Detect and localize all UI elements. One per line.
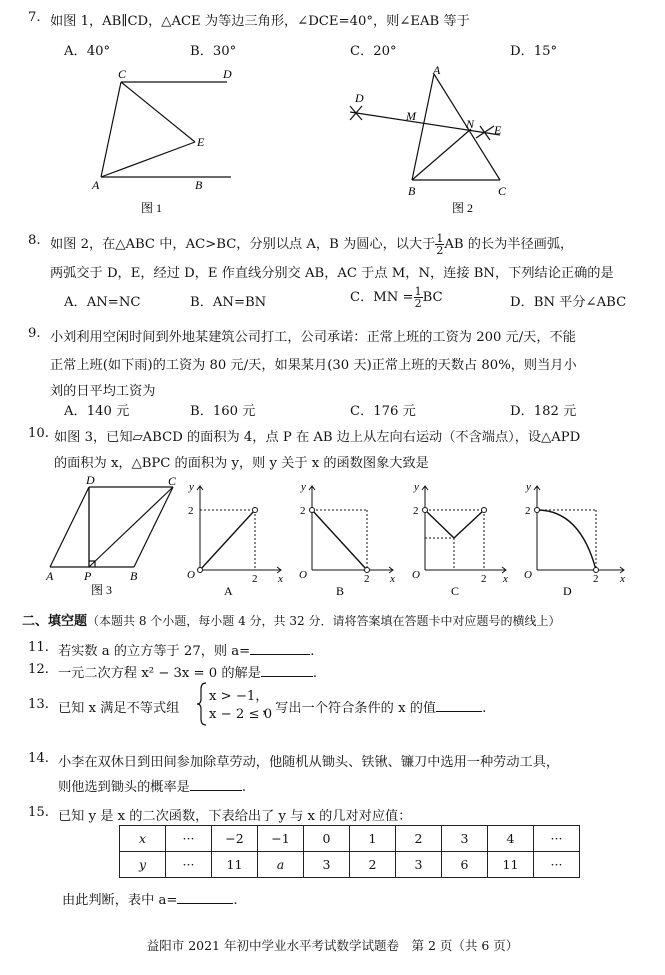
graph-b: [295, 476, 403, 598]
graph-a-open-point-end: [253, 508, 258, 513]
q8-option-a: A．AN=NC: [64, 295, 141, 310]
graph-a-origin: O: [187, 569, 195, 581]
fig3-label-d: D: [86, 474, 95, 487]
fig3-label-p: P: [84, 569, 92, 583]
q13-inequality-2: x − 2 ≤ 0: [209, 707, 273, 722]
q12-text-a: 一元二次方程 x² − 3x = 0 的解是: [58, 666, 261, 681]
q7-text: 如图 1，AB∥CD，△ACE 为等边三角形，∠DCE=40°，则∠EAB 等于: [50, 14, 470, 29]
table-cell: 6: [442, 852, 488, 878]
fig2-caption: 图 2: [452, 201, 474, 215]
q8-number: 8.: [28, 233, 41, 248]
fig2-label-m: M: [406, 109, 416, 123]
graph-c-y-tick: 2: [413, 505, 419, 517]
q9-option-d: D．182 元: [510, 404, 577, 419]
fig2-label-c: C: [498, 184, 507, 198]
table-cell: 2: [350, 852, 396, 878]
q12-text: [58, 662, 317, 681]
q15-conclusion-b: .: [233, 893, 238, 908]
table-row-y: [120, 852, 580, 878]
graph-b-caption: B: [336, 584, 345, 598]
graph-d-open-point-end: [594, 568, 599, 573]
q13-brace: [196, 681, 208, 727]
graph-c-x-label: x: [503, 573, 508, 585]
table-cell: 4: [488, 826, 534, 852]
table-cell: 11: [212, 852, 258, 878]
table-cell: ···: [534, 852, 580, 878]
graph-b-curve: [312, 510, 367, 570]
q14-line-2-a: 则他选到锄头的概率是: [58, 780, 190, 795]
q8-option-c: [350, 286, 443, 309]
figure-2: [340, 62, 520, 220]
graph-b-open-point-end: [365, 568, 370, 573]
table-cell: −2: [212, 826, 258, 852]
q8-frac-num: 1: [436, 232, 444, 245]
page-footer: 益阳市 2021 年初中学业水平考试数学试题卷 第 2 页（共 6 页）: [146, 938, 519, 953]
q8-line-1-a: 如图 2，在△ABC 中，AC>BC，分别以点 A，B 为圆心，以大于: [50, 237, 436, 252]
q9-line-2: 正常上班(如下雨)的工资为 80 元/天，如果某月(30 天)正常上班的天数占 80%，则当月小: [50, 358, 577, 373]
q9-number: 9.: [28, 326, 41, 341]
q8-frac-den: 2: [436, 244, 444, 257]
q10-line-2: 的面积为 x，△BPC 的面积为 y，则 y 关于 x 的函数图象大致是: [54, 456, 429, 471]
fig1-caption: 图 1: [141, 201, 163, 215]
table-cell: 3: [304, 852, 350, 878]
table-cell: 3: [396, 852, 442, 878]
graph-c-caption: C: [451, 584, 460, 598]
section-2-heading: [22, 610, 560, 629]
q8-option-d: D．BN 平分∠ABC: [510, 295, 627, 310]
q7-option-b: B．30°: [190, 44, 237, 59]
q11-text: [58, 640, 314, 659]
q11-number: 11.: [28, 640, 49, 655]
fig1-label-e: E: [197, 135, 205, 149]
q9-option-c: C．176 元: [350, 404, 416, 419]
q8-fraction: [435, 233, 444, 256]
q8-optc-frac-den: 2: [414, 297, 422, 310]
q8-option-c-fraction: [414, 286, 423, 309]
q8-option-b: B．AN=BN: [190, 295, 267, 310]
graph-d: [520, 476, 632, 598]
graph-b-y-label: y: [301, 481, 306, 493]
table-cell: ···: [166, 826, 212, 852]
figure-3: [40, 474, 182, 600]
fig2-label-a: A: [433, 63, 441, 77]
q8-option-c-b: BC: [422, 290, 443, 305]
table-cell: −1: [258, 826, 304, 852]
graph-a-y-tick: 2: [188, 505, 194, 517]
graph-d-y-label: y: [526, 481, 531, 493]
graph-d-caption: D: [563, 584, 572, 598]
table-cell: 0: [304, 826, 350, 852]
q15-value-table: [119, 825, 580, 878]
q12-number: 12.: [28, 662, 49, 677]
q13-number: 13.: [28, 697, 49, 712]
table-cell: y: [120, 852, 166, 878]
graph-a-x-label: x: [278, 573, 283, 585]
table-cell: ···: [166, 852, 212, 878]
figure-1: [85, 62, 245, 220]
graph-a: [183, 476, 291, 598]
q8-line-1-b: AB 的长为半径画弧，: [444, 237, 574, 252]
graph-a-open-point-start: [198, 568, 203, 573]
q7-option-a: A．40°: [64, 44, 111, 59]
q7-option-c: C．20°: [350, 44, 397, 59]
table-cell: 1: [350, 826, 396, 852]
fig3-caption: 图 3: [91, 583, 113, 597]
graph-a-y-label: y: [189, 481, 194, 493]
fig3-label-b: B: [130, 569, 138, 583]
table-cell: 3: [442, 826, 488, 852]
graph-b-y-tick: 2: [300, 505, 306, 517]
fig2-label-n: N: [466, 117, 475, 131]
q14-line-2-b: .: [241, 780, 247, 795]
q15-number: 15.: [28, 805, 49, 820]
graph-d-open-point-start: [535, 508, 540, 513]
q13-answer-blank[interactable]: [436, 699, 482, 712]
graph-d-y-tick: 2: [525, 505, 531, 517]
graph-d-curve: [537, 510, 596, 570]
q11-text-a: 若实数 a 的立方等于 27，则 a=: [58, 644, 251, 659]
graph-d-origin: O: [524, 569, 532, 581]
graph-a-curve: [200, 510, 255, 570]
q8-line-1: [50, 233, 573, 256]
graph-d-x-label: x: [620, 573, 625, 585]
graph-c-curve: [425, 510, 484, 538]
graph-a-caption: A: [224, 584, 233, 598]
q13-text-b-row: [262, 697, 486, 716]
graph-a-x-tick: 2: [252, 573, 258, 585]
section-2-title: 二、填空题: [22, 614, 88, 629]
fig1-label-c: C: [118, 67, 127, 81]
q8-optc-frac-num: 1: [414, 285, 422, 298]
table-cell: x: [120, 826, 166, 852]
q13-text-b: ，写出一个符合条件的 x 的值: [262, 701, 437, 716]
table-cell: a: [258, 852, 304, 878]
fig1-label-b: B: [195, 178, 203, 192]
q7-option-d: D．15°: [510, 44, 558, 59]
graph-c-open-point-start: [423, 508, 428, 513]
q15-text: 已知 y 是 x 的二次函数，下表给出了 y 与 x 的几对对应值：: [58, 809, 412, 824]
q13-text-c: .: [482, 701, 487, 716]
fig1-label-a: A: [92, 178, 100, 192]
q12-text-b: .: [312, 666, 318, 681]
fig1-label-d: D: [223, 67, 232, 81]
q7-number: 7.: [28, 10, 41, 25]
graph-c-x-tick: 2: [481, 573, 487, 585]
q14-answer-blank[interactable]: [190, 778, 242, 791]
q8-line-2: 两弧交于 D，E，经过 D，E 作直线分别交 AB，AC 于点 M，N，连接 BN，下列结论正确的是: [50, 266, 614, 281]
table-cell: ···: [534, 826, 580, 852]
q10-line-1: 如图 3，已知▱ABCD 的面积为 4，点 P 在 AB 边上从左向右运动（不含端点），设△APD: [54, 430, 581, 445]
q10-number: 10.: [28, 426, 49, 441]
section-2-note: （本题共 8 个小题，每小题 4 分，共 32 分．请将答案填在答题卡中对应题号的横线上）: [87, 614, 561, 628]
q11-answer-blank[interactable]: [250, 642, 310, 655]
graph-b-x-label: x: [390, 573, 395, 585]
fig2-label-e: E: [494, 123, 502, 137]
q9-option-a: A．140 元: [64, 404, 130, 419]
graph-d-x-tick: 2: [593, 573, 599, 585]
fig3-label-c: C: [168, 474, 177, 488]
q9-line-1: 小刘利用空闲时间到外地某建筑公司打工，公司承诺：正常上班的工资为 200 元/天，不能: [50, 330, 576, 345]
q14-line-1: 小李在双休日到田间参加除草劳动，他随机从锄头、铁锹、镰刀中选用一种劳动工具，: [58, 755, 560, 770]
table-cell: 11: [488, 852, 534, 878]
q9-option-b: B．160 元: [190, 404, 256, 419]
fig2-label-d: D: [355, 91, 364, 105]
graph-c: [408, 476, 516, 598]
fig3-label-a: A: [46, 569, 54, 583]
q13-text-a: 已知 x 满足不等式组: [58, 701, 180, 716]
graph-c-y-label: y: [414, 481, 419, 493]
table-row-x: [120, 826, 580, 852]
q13-inequality-1: x > −1，: [209, 689, 269, 704]
graph-c-origin: O: [412, 569, 420, 581]
q11-text-b: .: [310, 644, 315, 659]
graph-b-origin: O: [299, 569, 307, 581]
q12-answer-blank[interactable]: [261, 664, 313, 677]
q8-option-c-a: C．MN =: [350, 290, 414, 305]
q14-line-2: [58, 776, 246, 795]
q15-conclusion: [62, 889, 238, 908]
graph-b-x-tick: 2: [364, 573, 370, 585]
q9-line-3: 刘的日平均工资为: [50, 384, 156, 399]
q14-number: 14.: [28, 751, 49, 766]
table-cell: 2: [396, 826, 442, 852]
graph-b-open-point-start: [310, 508, 315, 513]
graph-c-open-point-end: [482, 508, 487, 513]
q15-conclusion-a: 由此判断，表中 a=: [62, 893, 178, 908]
q15-answer-blank[interactable]: [177, 891, 233, 904]
fig2-label-b: B: [408, 184, 416, 198]
